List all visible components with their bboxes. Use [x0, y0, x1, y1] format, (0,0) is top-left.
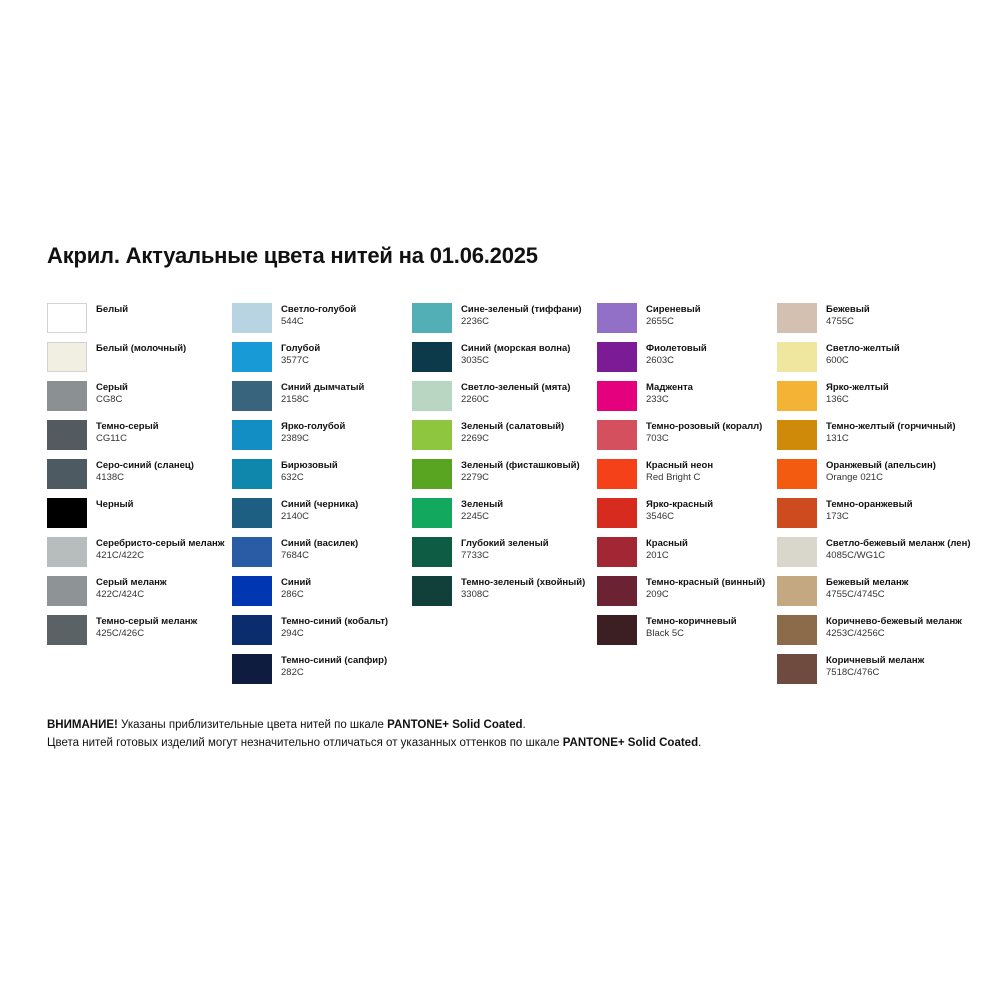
- color-chip: [777, 498, 817, 528]
- swatch-item: [597, 576, 777, 615]
- swatch-item: [412, 576, 597, 615]
- color-code: 3577C: [281, 354, 309, 366]
- color-name: Серый меланж: [96, 577, 167, 588]
- swatch-labels: [281, 381, 364, 405]
- color-name: Черный: [96, 499, 134, 510]
- color-code: 2245C: [461, 510, 489, 522]
- color-name: Темно-оранжевый: [826, 499, 913, 510]
- swatch-column-5: [777, 303, 971, 693]
- footer-line-1: [47, 716, 701, 734]
- color-chip: [232, 381, 272, 411]
- swatch-labels: [646, 498, 713, 522]
- swatch-item: [597, 342, 777, 381]
- color-code: 233C: [646, 393, 669, 405]
- swatch-item: [777, 576, 967, 615]
- color-chip: [232, 420, 272, 450]
- swatch-item: [232, 654, 412, 693]
- color-name: Светло-желтый: [826, 343, 900, 354]
- page-title: Акрил. Актуальные цвета нитей на 01.06.2025: [47, 243, 538, 268]
- color-name: Коричневый меланж: [826, 655, 925, 666]
- swatch-item: [47, 498, 232, 537]
- swatch-labels: [281, 498, 358, 522]
- swatch-item: [232, 459, 412, 498]
- swatch-item: [597, 420, 777, 459]
- color-name: Темно-красный (винный): [646, 577, 766, 588]
- swatch-item: [47, 303, 232, 342]
- color-name: Темно-серый меланж: [96, 616, 198, 627]
- swatch-labels: [281, 303, 356, 327]
- color-name: Темно-желтый (горчичный): [826, 421, 956, 432]
- swatch-item: [597, 303, 777, 342]
- color-chip: [47, 342, 87, 372]
- swatch-item: [47, 576, 232, 615]
- footer-note: [47, 716, 701, 752]
- color-chip: [412, 342, 452, 372]
- color-code: 2279C: [461, 471, 489, 483]
- footer-line-2-end: .: [698, 737, 702, 749]
- swatch-labels: [461, 459, 580, 483]
- swatch-item: [232, 576, 412, 615]
- color-chip: [232, 615, 272, 645]
- color-chip: [412, 459, 452, 489]
- color-code: 4138C: [96, 471, 124, 483]
- color-chip: [232, 654, 272, 684]
- color-name: Бежевый меланж: [826, 577, 909, 588]
- swatch-labels: [281, 342, 320, 366]
- color-name: Светло-голубой: [281, 304, 357, 315]
- color-name: Сине-зеленый (тиффани): [461, 304, 582, 315]
- color-code: CG11C: [96, 432, 127, 444]
- color-code: 421C/422C: [96, 549, 145, 561]
- color-chip: [777, 381, 817, 411]
- color-chip: [412, 498, 452, 528]
- swatch-labels: [646, 303, 701, 327]
- swatch-item: [777, 537, 971, 576]
- swatch-column-1: [47, 303, 232, 693]
- swatch-item: [777, 342, 967, 381]
- color-code: 422C/424C: [96, 588, 145, 600]
- swatch-labels: [281, 615, 388, 639]
- swatch-labels: [281, 537, 358, 561]
- color-code: 294C: [281, 627, 304, 639]
- swatch-labels: [826, 654, 924, 678]
- color-code: Orange 021C: [826, 471, 884, 483]
- swatch-labels: [646, 381, 693, 405]
- color-name: Темно-розовый (коралл): [646, 421, 763, 432]
- color-chip: [597, 576, 637, 606]
- swatch-labels: [826, 303, 870, 327]
- color-code: 136C: [826, 393, 849, 405]
- attention-label: ВНИМАНИЕ!: [47, 719, 118, 731]
- swatch-labels: [96, 303, 128, 316]
- swatch-item: [412, 537, 597, 576]
- color-name: Красный неон: [646, 460, 714, 471]
- color-chip: [777, 654, 817, 684]
- color-code: 201C: [646, 549, 669, 561]
- swatch-item: [232, 381, 412, 420]
- color-name: Темно-серый: [96, 421, 159, 432]
- color-code: 4755C: [826, 315, 854, 327]
- swatch-labels: [461, 537, 549, 561]
- color-chip: [412, 381, 452, 411]
- color-code: 2140C: [281, 510, 309, 522]
- footer-line-2-text: Цвета нитей готовых изделий могут незначительно отличаться от указанных оттенков по шкале: [47, 737, 563, 749]
- color-chip: [232, 576, 272, 606]
- color-code: 209C: [646, 588, 669, 600]
- swatch-labels: [826, 615, 962, 639]
- color-code: CG8C: [96, 393, 123, 405]
- color-name: Темно-синий (кобальт): [281, 616, 389, 627]
- color-name: Светло-бежевый меланж (лен): [826, 538, 971, 549]
- color-code: 425C/426C: [96, 627, 145, 639]
- swatch-item: [777, 459, 967, 498]
- color-code: 7684C: [281, 549, 309, 561]
- color-name: Светло-зеленый (мята): [461, 382, 571, 393]
- swatch-labels: [826, 537, 971, 561]
- swatch-item: [777, 420, 967, 459]
- color-name: Фиолетовый: [646, 343, 707, 354]
- color-code: 632C: [281, 471, 304, 483]
- swatch-item: [412, 342, 597, 381]
- color-code: 3035C: [461, 354, 489, 366]
- swatch-item: [232, 537, 412, 576]
- color-chip: [777, 342, 817, 372]
- color-chip: [412, 420, 452, 450]
- color-code: 2269C: [461, 432, 489, 444]
- footer-line-1-text: Указаны приблизительные цвета нитей по шкале: [117, 719, 388, 731]
- color-name: Белый (молочный): [96, 343, 187, 354]
- color-name: Глубокий зеленый: [461, 538, 549, 549]
- swatch-item: [597, 381, 777, 420]
- color-chip: [232, 537, 272, 567]
- swatch-labels: [96, 576, 167, 600]
- swatch-item: [47, 537, 232, 576]
- color-code: 2603C: [646, 354, 674, 366]
- swatch-item: [412, 303, 597, 342]
- color-chip: [232, 342, 272, 372]
- color-chip: [47, 381, 87, 411]
- swatch-labels: [96, 420, 159, 444]
- color-chip: [597, 459, 637, 489]
- swatch-labels: [96, 342, 186, 355]
- swatch-column-3: [412, 303, 597, 693]
- swatch-labels: [96, 537, 224, 561]
- color-name: Синий дымчатый: [281, 382, 365, 393]
- swatch-labels: [826, 498, 913, 522]
- color-chip: [232, 303, 272, 333]
- swatch-item: [777, 303, 967, 342]
- swatch-item: [777, 654, 967, 693]
- swatch-labels: [281, 576, 311, 600]
- swatch-item: [412, 420, 597, 459]
- footer-line-1-end: .: [522, 719, 526, 731]
- swatch-item: [47, 381, 232, 420]
- color-chip: [597, 615, 637, 645]
- swatch-item: [232, 303, 412, 342]
- color-chip: [47, 576, 87, 606]
- swatch-labels: [281, 654, 387, 678]
- swatch-labels: [461, 381, 570, 405]
- swatch-item: [777, 615, 967, 654]
- color-code: 131C: [826, 432, 849, 444]
- pantone-label-2: PANTONE+ Solid Coated: [562, 737, 699, 749]
- color-chip: [47, 537, 87, 567]
- color-code: 2260C: [461, 393, 489, 405]
- color-code: 600C: [826, 354, 849, 366]
- swatch-labels: [461, 420, 564, 444]
- color-name: Зеленый (фисташковый): [461, 460, 580, 471]
- swatch-labels: [96, 498, 133, 511]
- color-name: Темно-зеленый (хвойный): [461, 577, 586, 588]
- color-name: Серо-синий (сланец): [96, 460, 194, 471]
- color-name: Синий (василек): [281, 538, 359, 549]
- color-chip: [47, 303, 87, 333]
- color-chip: [777, 420, 817, 450]
- swatch-item: [412, 459, 597, 498]
- color-name: Серый: [96, 382, 128, 393]
- color-chip: [47, 498, 87, 528]
- color-name: Сиреневый: [646, 304, 701, 315]
- swatch-columns: [47, 303, 971, 693]
- pantone-label-1: PANTONE+ Solid Coated: [387, 719, 523, 731]
- color-code: 2389C: [281, 432, 309, 444]
- color-chip: [47, 615, 87, 645]
- color-code: 4755C/4745C: [826, 588, 885, 600]
- color-name: Красный: [646, 538, 688, 549]
- color-chip: [412, 303, 452, 333]
- swatch-item: [47, 615, 232, 654]
- color-code: 282C: [281, 666, 304, 678]
- swatch-item: [232, 615, 412, 654]
- color-name: Зеленый: [461, 499, 504, 510]
- color-code: Red Bright C: [646, 471, 701, 483]
- color-name: Ярко-голубой: [281, 421, 346, 432]
- color-name: Ярко-желтый: [826, 382, 889, 393]
- color-chip: [232, 498, 272, 528]
- swatch-labels: [281, 420, 345, 444]
- swatch-labels: [826, 342, 900, 366]
- color-chip: [597, 342, 637, 372]
- swatch-labels: [646, 342, 707, 366]
- swatch-labels: [646, 615, 737, 639]
- swatch-labels: [96, 459, 194, 483]
- color-name: Оранжевый (апельсин): [826, 460, 936, 471]
- color-code: 4085C/WG1C: [826, 549, 886, 561]
- color-chip: [597, 537, 637, 567]
- color-code: 4253C/4256C: [826, 627, 885, 639]
- color-name: Бежевый: [826, 304, 870, 315]
- color-code: Black 5C: [646, 627, 685, 639]
- color-name: Синий: [281, 577, 312, 588]
- color-name: Синий (черника): [281, 499, 359, 510]
- swatch-column-2: [232, 303, 412, 693]
- swatch-labels: [461, 498, 503, 522]
- color-name: Ярко-красный: [646, 499, 714, 510]
- color-chip: [777, 537, 817, 567]
- swatch-item: [47, 342, 232, 381]
- swatch-labels: [826, 576, 908, 600]
- color-name: Белый: [96, 304, 129, 315]
- swatch-labels: [826, 381, 889, 405]
- color-code: 3308C: [461, 588, 489, 600]
- color-code: 544C: [281, 315, 304, 327]
- swatch-labels: [461, 303, 582, 327]
- color-chip: [777, 576, 817, 606]
- swatch-item: [597, 615, 777, 654]
- color-name: Синий (морская волна): [461, 343, 571, 354]
- color-chip: [47, 459, 87, 489]
- swatch-column-4: [597, 303, 777, 693]
- swatch-item: [232, 498, 412, 537]
- swatch-item: [232, 342, 412, 381]
- color-chip: [597, 303, 637, 333]
- swatch-labels: [96, 381, 128, 405]
- color-code: 286C: [281, 588, 304, 600]
- swatch-labels: [461, 342, 570, 366]
- color-name: Бирюзовый: [281, 460, 338, 471]
- color-code: 703C: [646, 432, 669, 444]
- color-code: 7518C/476C: [826, 666, 880, 678]
- swatch-labels: [826, 459, 936, 483]
- color-code: 173C: [826, 510, 849, 522]
- color-name: Голубой: [281, 343, 321, 354]
- color-chip: [777, 615, 817, 645]
- swatch-labels: [96, 615, 197, 639]
- color-name: Зеленый (салатовый): [461, 421, 565, 432]
- color-code: 2158C: [281, 393, 309, 405]
- color-chip: [777, 303, 817, 333]
- swatch-labels: [281, 459, 338, 483]
- color-chip: [597, 498, 637, 528]
- swatch-labels: [646, 576, 765, 600]
- color-name: Темно-коричневый: [646, 616, 737, 627]
- swatch-labels: [646, 420, 762, 444]
- swatch-labels: [646, 537, 688, 561]
- color-code: 2236C: [461, 315, 489, 327]
- color-code: 2655C: [646, 315, 674, 327]
- swatch-item: [597, 459, 777, 498]
- swatch-item: [597, 498, 777, 537]
- swatch-item: [777, 381, 967, 420]
- swatch-labels: [826, 420, 955, 444]
- color-name: Коричнево-бежевый меланж: [826, 616, 962, 627]
- footer-line-2: [47, 734, 701, 752]
- swatch-item: [777, 498, 967, 537]
- color-name: Серебристо-серый меланж: [96, 538, 225, 549]
- swatch-item: [597, 537, 777, 576]
- swatch-item: [412, 381, 597, 420]
- swatch-labels: [461, 576, 585, 600]
- color-name: Темно-синий (сапфир): [281, 655, 388, 666]
- color-chip: [412, 576, 452, 606]
- color-chip: [777, 459, 817, 489]
- swatch-labels: [646, 459, 713, 483]
- color-chip: [597, 420, 637, 450]
- color-chip: [412, 537, 452, 567]
- color-code: 7733C: [461, 549, 489, 561]
- swatch-item: [47, 420, 232, 459]
- swatch-item: [47, 459, 232, 498]
- color-code: 3546C: [646, 510, 674, 522]
- color-chip: [597, 381, 637, 411]
- swatch-item: [232, 420, 412, 459]
- color-name: Маджента: [646, 382, 693, 393]
- swatch-item: [412, 498, 597, 537]
- color-chip: [232, 459, 272, 489]
- color-chip: [47, 420, 87, 450]
